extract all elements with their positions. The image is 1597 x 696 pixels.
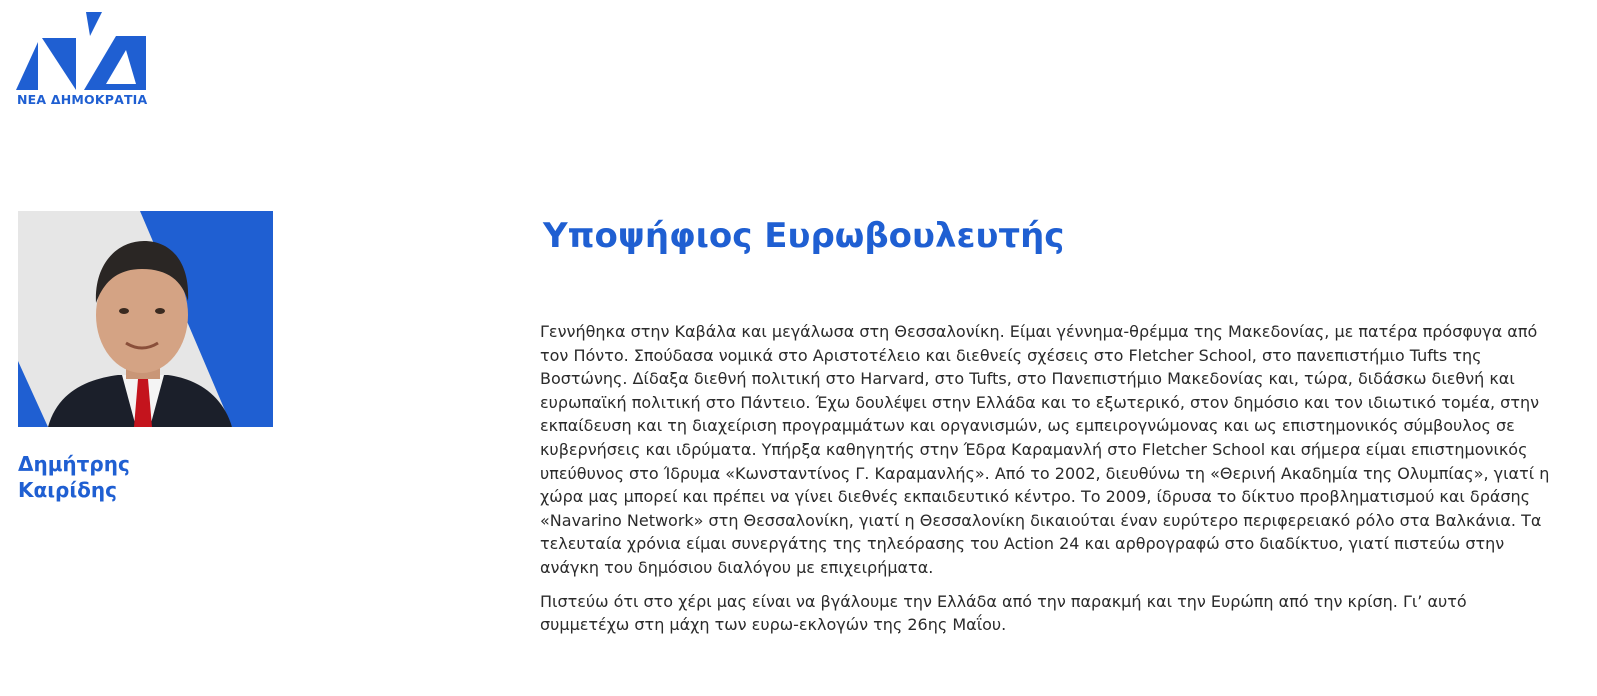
candidate-photo — [18, 211, 273, 427]
candidate-portrait-icon — [18, 211, 273, 427]
candidate-first-name: Δημήτρης — [18, 452, 130, 476]
bio-paragraph: Γεννήθηκα στην Καβάλα και μεγάλωσα στη Θεσσαλονίκη. Είμαι γέννημα-θρέμμα της Μακεδονίας, με πατέρα πρόσφυγα από τον Πόντο. Σπούδασα νομικά στο Αριστοτέλειο και διεθνείς σχέσεις στο Fletcher School, στο πανεπιστήμιο Tufts της Βοστώνης. Δίδαξα διεθνή πολιτική στο Harvard, στο Tufts, στο Πανεπιστήμιο Μακεδονίας και, τώρα, διδάσκω διεθνή και ευρωπαϊκή πολιτική στο Πάντειο. Έχω δουλέψει στην Ελλάδα και το εξωτερικό, στον δημόσιο και τον ιδιωτικό τομέα, στην εκπαίδευση και τη διαχείριση προγραμμάτων και οργανισμών, ως εμπειρογνώμονας και ως επιστημονικός σύμβουλος σε κυβερνήσεις και ιδρύματα. Υπήρξα καθηγητής στην Έδρα Καραμανλή στο Fletcher School και σήμερα είμαι επιστημονικός υπεύθυνος στο Ίδρυμα «Κωνσταντίνος Γ. Καραμανλής». Από το 2002, διευθύνω τη «Θερινή Ακαδημία της Ολυμπίας», γιατί η χώρα μας μπορεί και πρέπει να γίνει διεθνές εκπαιδευτικό κέντρο. Το 2009, ίδρυσα το δίκτυο προβληματισμού και δράσης «Navarino Network» στη Θεσσαλονίκη, γιατί η Θεσσαλονίκη δικαιούται έναν ευρύτερο περιφερειακό ρόλο στα Βαλκάνια. Τα τελευταία χρόνια είμαι συνεργάτης της τηλεόρασης του Action 24 και αρθρογραφώ στο διαδίκτυο, γιατί πιστεύω στην ανάγκη του δημόσιου διαλόγου με επιχειρήματα. — [540, 322, 1550, 577]
bio-paragraph: Πιστεύω ότι στο χέρι μας είναι να βγάλουμε την Ελλάδα από την παρακμή και την Ευρώπη από την κρίση. Γι’ αυτό συμμετέχω στη μάχη των ευρω-εκλογών της 26ης Μαΐου. — [540, 591, 1467, 635]
candidate-last-name: Καιρίδης — [18, 478, 117, 502]
candidate-bio — [540, 320, 1560, 647]
logo-text: ΝΕΑ ΔΗΜΟΚΡΑΤΙΑ — [17, 92, 148, 107]
candidate-name — [18, 451, 130, 503]
page-title: Υποψήφιος Ευρωβουλευτής — [543, 216, 1065, 256]
nd-logo[interactable] — [16, 12, 156, 108]
